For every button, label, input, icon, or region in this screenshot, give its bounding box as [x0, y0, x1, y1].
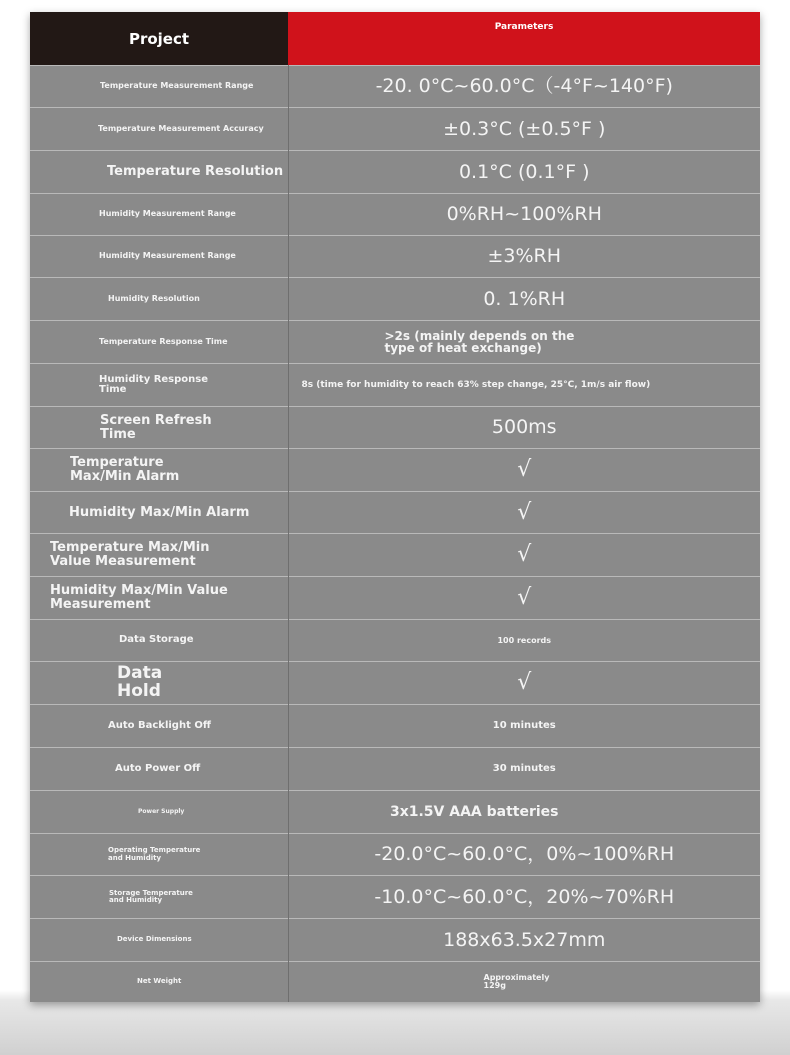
row-label: Temperature Response Time — [30, 321, 288, 364]
check-icon: √ — [288, 577, 760, 620]
table-row — [30, 492, 760, 534]
header-project: Project — [30, 12, 288, 66]
row-value: 500ms — [288, 407, 760, 449]
row-label: Temperature Measurement Accuracy — [30, 108, 288, 151]
row-label: Temperature Resolution — [30, 151, 288, 194]
row-value: ±0.3°C (±0.5°F ) — [288, 108, 760, 151]
row-label: Humidity Max/Min Value Measurement — [30, 577, 288, 620]
row-value: 8s (time for humidity to reach 63% step change, 25°C, 1m/s air flow) — [288, 364, 760, 407]
row-label: Humidity Response Time — [30, 364, 288, 407]
table-row — [30, 834, 760, 876]
row-label: Humidity Resolution — [30, 278, 288, 321]
check-icon: √ — [288, 492, 760, 534]
row-label: Storage Temperature and Humidity — [30, 876, 288, 919]
table-row — [30, 876, 760, 919]
check-icon: √ — [288, 534, 760, 577]
table-row — [30, 151, 760, 194]
table-row — [30, 407, 760, 449]
row-value: 3x1.5V AAA batteries — [288, 791, 760, 834]
table-row — [30, 791, 760, 834]
table-row — [30, 236, 760, 278]
row-value: 30 minutes — [288, 748, 760, 791]
row-value: -20. 0°C~60.0°C（-4°F~140°F) — [288, 66, 760, 108]
row-label: Screen Refresh Time — [30, 407, 288, 449]
check-icon: √ — [288, 449, 760, 492]
row-label: Power Supply — [30, 791, 288, 834]
table-row — [30, 449, 760, 492]
row-value: 0.1°C (0.1°F ) — [288, 151, 760, 194]
row-value: 0. 1%RH — [288, 278, 760, 321]
table-row — [30, 278, 760, 321]
table-row — [30, 577, 760, 620]
table-row — [30, 662, 760, 705]
table-row — [30, 66, 760, 108]
header-parameters: Parameters — [288, 12, 760, 66]
row-label: Humidity Measurement Range — [30, 236, 288, 278]
row-value: 188x63.5x27mm — [288, 919, 760, 962]
row-value: 0%RH~100%RH — [288, 194, 760, 236]
table-row — [30, 364, 760, 407]
row-value: ±3%RH — [288, 236, 760, 278]
row-label: Net Weight — [30, 962, 288, 1002]
row-value: >2s (mainly depends on the type of heat exchange) — [288, 321, 760, 364]
row-label: Data Hold — [30, 662, 288, 705]
table-row — [30, 919, 760, 962]
row-value: -20.0°C~60.0°C，0%~100%RH — [288, 834, 760, 876]
row-label: Temperature Max/Min Value Measurement — [30, 534, 288, 577]
table-row — [30, 534, 760, 577]
row-value: 10 minutes — [288, 705, 760, 748]
check-icon: √ — [288, 662, 760, 705]
table-row — [30, 321, 760, 364]
table-header-row — [30, 12, 760, 66]
row-value: -10.0°C~60.0°C，20%~70%RH — [288, 876, 760, 919]
row-label: Humidity Measurement Range — [30, 194, 288, 236]
row-value: 100 records — [288, 620, 760, 662]
table-row — [30, 620, 760, 662]
row-label: Device Dimensions — [30, 919, 288, 962]
table-row — [30, 748, 760, 791]
specifications-table — [30, 12, 760, 1002]
table-row — [30, 194, 760, 236]
row-label: Data Storage — [30, 620, 288, 662]
row-label: Auto Power Off — [30, 748, 288, 791]
row-label: Temperature Max/Min Alarm — [30, 449, 288, 492]
table-row — [30, 705, 760, 748]
row-value: Approximately 129g — [288, 962, 760, 1002]
row-label: Temperature Measurement Range — [30, 66, 288, 108]
row-label: Humidity Max/Min Alarm — [30, 492, 288, 534]
row-label: Operating Temperature and Humidity — [30, 834, 288, 876]
row-label: Auto Backlight Off — [30, 705, 288, 748]
table-row — [30, 108, 760, 151]
table-row — [30, 962, 760, 1002]
